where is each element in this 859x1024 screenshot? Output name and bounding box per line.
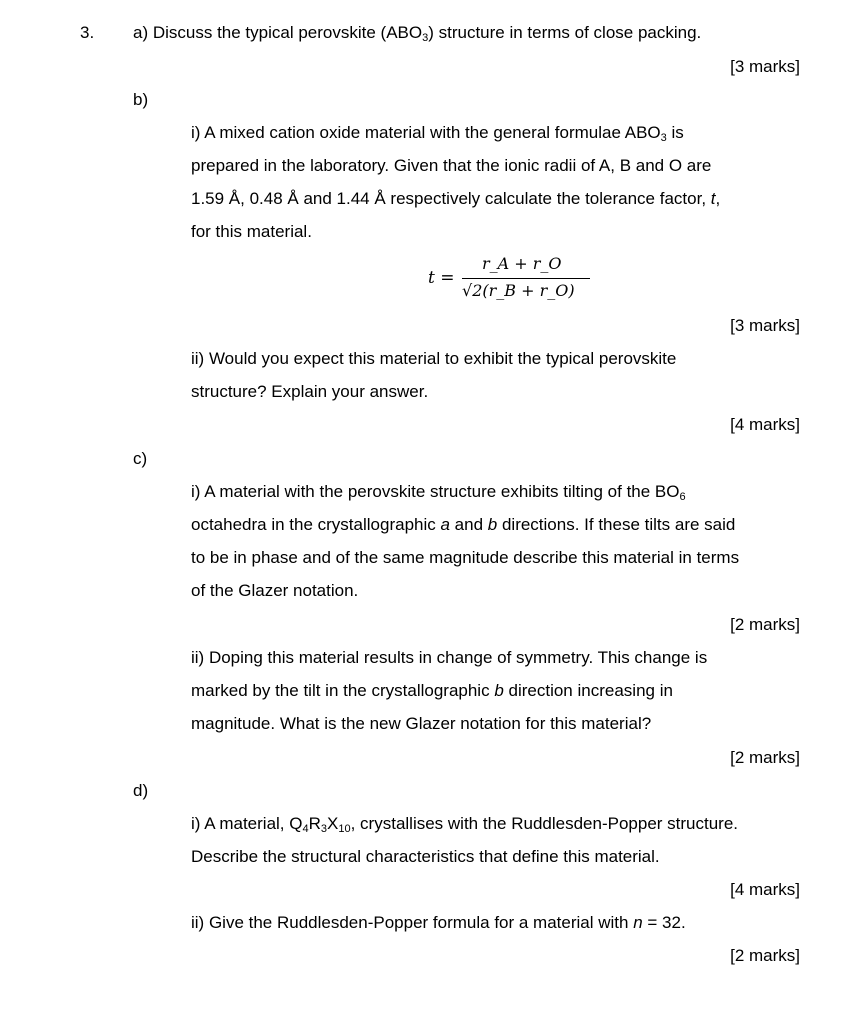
part-c-ii-marks: [2 marks] (730, 748, 800, 767)
part-d-i-line2: Describe the structural characteristics that define this material. (191, 847, 660, 866)
part-c-i-line2: octahedra in the crystallographic a and b directions. If these tilts are said (191, 515, 736, 534)
part-b-ii-line2: structure? Explain your answer. (191, 382, 429, 401)
part-c-label: c) (133, 449, 148, 468)
part-b-i-line3: 1.59 Å, 0.48 Å and 1.44 Å respectively calculate the tolerance factor, t, (191, 189, 721, 208)
question-number: 3. (80, 23, 95, 42)
part-a-marks: [3 marks] (730, 57, 800, 76)
part-d-ii-marks: [2 marks] (730, 946, 800, 965)
part-b-ii-line1: ii) Would you expect this material to exhibit the typical perovskite (191, 349, 677, 368)
part-a-text: a) Discuss the typical perovskite $(ABO_3)$ structure in terms of close packing. (133, 23, 702, 44)
part-d-label: d) (133, 781, 149, 800)
part-b-i-marks: [3 marks] (730, 316, 800, 335)
part-b-i-line1: i) A mixed cation oxide material with the general formulae $ABO_3$ is (191, 123, 684, 144)
part-c-i-line4: of the Glazer notation. (191, 581, 359, 600)
part-c-ii-line3: magnitude. What is the new Glazer notation for this material? (191, 714, 652, 733)
part-c-i-line1: i) A material with the perovskite structure exhibits tilting of the $BO_6$ (191, 482, 686, 503)
formula-denominator: √2(r_B + r_O) (462, 281, 575, 300)
formula-fraction-bar (462, 278, 590, 279)
part-d-i-marks: [4 marks] (730, 880, 800, 899)
part-b-label: b) (133, 90, 149, 109)
formula-lhs: t = (428, 268, 455, 288)
part-d-ii-line1: ii) Give the Ruddlesden-Popper formula for a material with n = 32. (191, 913, 686, 932)
part-c-ii-line2: marked by the tilt in the crystallographic b direction increasing in (191, 681, 673, 700)
part-c-i-line3: to be in phase and of the same magnitude describe this material in terms (191, 548, 740, 567)
part-c-i-marks: [2 marks] (730, 615, 800, 634)
part-b-i-line4: for this material. (191, 222, 312, 241)
tolerance-factor-formula (428, 254, 578, 306)
part-b-ii-marks: [4 marks] (730, 415, 800, 434)
part-c-ii-line1: ii) Doping this material results in change of symmetry. This change is (191, 648, 708, 667)
part-d-i-line1: i) A material, $Q_4R_3X_{10}$, crystallises with the Ruddlesden-Popper structure. (191, 814, 739, 835)
formula-numerator: r_A + r_O (482, 254, 562, 273)
part-b-i-line2: prepared in the laboratory. Given that the ionic radii of A, B and O are (191, 156, 712, 175)
